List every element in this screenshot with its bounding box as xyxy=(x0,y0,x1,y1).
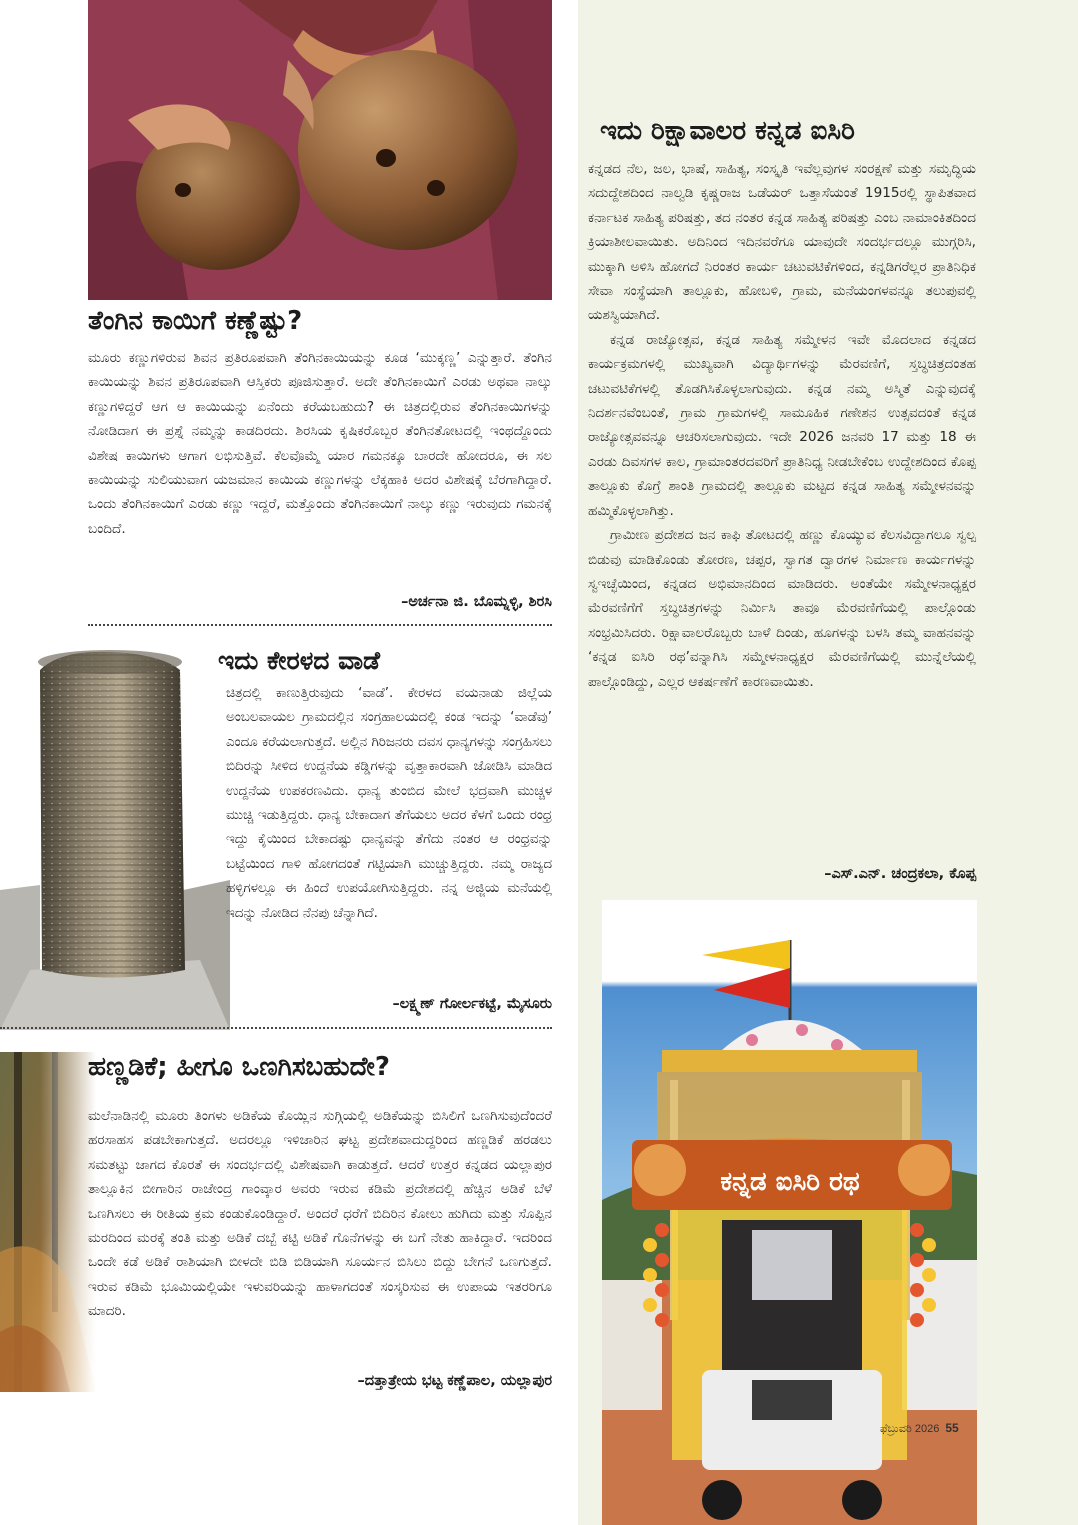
arecanut-title: ಹಣ್ಣಡಿಕೆ; ಹೀಗೂ ಒಣಗಿಸಬಹುದೇ? xyxy=(88,1052,390,1082)
rickshaw-paragraph-1: ಕನ್ನಡದ ನೆಲ, ಜಲ, ಭಾಷೆ, ಸಾಹಿತ್ಯ, ಸಂಸ್ಕೃತಿ ಇವೆಲ್ಲವುಗಳ ಸಂರಕ್ಷಣೆ ಮತ್ತು ಸಮೃದ್ಧಿಯ ಸದುದ್ದೇಶದಿಂದ ನಾಲ್ವಡಿ ಕೃಷ್ಣರಾಜ ಒಡೆಯರ್ ಒತ್ತಾಸೆಯಂತೆ 1915ರಲ್ಲಿ ಸ್ಥಾಪಿತವಾದ ಕರ್ನಾಟಕ ಸಾಹಿತ್ಯ ಪರಿಷತ್ತು, ತದ ನಂತರ ಕನ್ನಡ ಸಾಹಿತ್ಯ ಪರಿಷತ್ತು ಎಂಬ ನಾಮಾಂಕಿತದಿಂದ ಕ್ರಿಯಾಶೀಲವಾಯಿತು. ಅದಿನಿಂದ ಇದಿನವರೆಗೂ ಯಾವುದೇ ಸಂದರ್ಭದಲ್ಲೂ ಮುಗ್ಗರಿಸಿ, ಮುಕ್ಕಾಗಿ ಅಳಿಸಿ ಹೋಗದೆ ನಿರಂತರ ಕಾರ್ಯ ಚಟುವಟಿಕೆಗಳಿಂದ, ಕನ್ನಡಿಗರೆಲ್ಲರ ಪ್ರಾತಿನಿಧಿಕ ಸೇವಾ ಸಂಸ್ಥೆಯಾಗಿ ತಾಲ್ಲೂಕು, ಹೋಬಳಿ, ಗ್ರಾಮ, ಮನೆಯಂಗಳವನ್ನೂ ತಲುಪುವಲ್ಲಿ ಯಶಸ್ವಿಯಾಗಿದೆ. xyxy=(588,161,976,324)
coconut-byline: –ಅರ್ಚನಾ ಜಿ. ಬೊಮ್ನಳ್ಳಿ, ಶಿರಸಿ xyxy=(401,594,552,610)
arecanut-photo xyxy=(0,1052,96,1392)
page-number: 55 xyxy=(945,1421,959,1435)
divider-2 xyxy=(0,1027,552,1029)
kerala-body xyxy=(226,682,552,926)
rickshaw-byline: –ಎಸ್.ಎನ್. ಚಂದ್ರಕಲಾ, ಕೊಪ್ಪ xyxy=(824,866,976,882)
rickshaw-paragraph-3: ಗ್ರಾಮೀಣ ಪ್ರದೇಶದ ಜನ ಕಾಫಿ ತೋಟದಲ್ಲಿ ಹಣ್ಣು ಕೊಯ್ಯುವ ಕೆಲಸವಿದ್ದಾಗಲೂ ಸ್ವಲ್ಪ ಬಿಡುವು ಮಾಡಿಕೊಂಡು ತೋರಣ, ಚಪ್ಪರ, ಸ್ವಾಗತ ದ್ವಾರಗಳ ನಿರ್ಮಾಣ ಕಾರ್ಯಗಳನ್ನು ಸ್ವಇಚ್ಛೆಯಿಂದ, ಕನ್ನಡದ ಅಭಿಮಾನದಿಂದ ಮಾಡಿದರು. ಅಂತೆಯೇ ಸಮ್ಮೇಳನಾಧ್ಯಕ್ಷರ ಮೆರವಣಿಗೆಗೆ ಸ್ತಬ್ಧಚಿತ್ರಗಳನ್ನು ನಿರ್ಮಿಸಿ ತಾವೂ ಮೆರವಣಿಗೆಯಲ್ಲಿ ಪಾಲ್ಗೊಂಡು ಸಂಭ್ರಮಿಸಿದರು. ರಿಕ್ಷಾವಾಲರೊಬ್ಬರು ಬಾಳೆ ದಿಂಡು, ಹೂಗಳನ್ನು ಬಳಸಿ ತಮ್ಮ ವಾಹನವನ್ನು ‘ಕನ್ನಡ ಐಸಿರಿ ರಥ’ವನ್ನಾಗಿಸಿ ಸಮ್ಮೇಳನಾಧ್ಯಕ್ಷರ ಮೆರವಣಿಗೆಯಲ್ಲಿ ಮುನ್ನೆಲೆಯಲ್ಲಿ ಪಾಲ್ಗೊಂಡಿದ್ದು, ಎಲ್ಲರ ಆಕರ್ಷಣೆಗೆ ಕಾರಣವಾಯಿತು. xyxy=(588,527,976,690)
kerala-byline: –ಲಕ್ಷ್ಮಣ್ ಗೋರ್ಲಕಟ್ಟೆ, ಮೈಸೂರು xyxy=(392,996,552,1012)
arecanut-byline: –ದತ್ತಾತ್ರೇಯ ಭಟ್ಟ ಕಣ್ಣೆಪಾಲ, ಯಲ್ಲಾಪುರ xyxy=(357,1373,552,1389)
kerala-paragraph: ಚಿತ್ರದಲ್ಲಿ ಕಾಣುತ್ತಿರುವುದು ‘ವಾಡೆ’. ಕೇರಳದ ವಯನಾಡು ಜಿಲ್ಲೆಯ ಅಂಬಲವಾಯಲ ಗ್ರಾಮದಲ್ಲಿನ ಸಂಗ್ರಹಾಲಯದಲ್ಲಿ ಕಂಡ ಇದನ್ನು ‘ವಾಡೆವು’ ಎಂದೂ ಕರೆಯಲಾಗುತ್ತದೆ. ಅಲ್ಲಿನ ಗಿರಿಜನರು ದವಸ ಧಾನ್ಯಗಳನ್ನು ಸಂಗ್ರಹಿಸಲು ಬಿದಿರನ್ನು ಸೀಳಿದ ಉದ್ದನೆಯ ಕಡ್ಡಿಗಳನ್ನು ವೃತ್ತಾಕಾರವಾಗಿ ಜೋಡಿಸಿ ಮಾಡಿದ ಉದ್ದನೆಯ ಉಪಕರಣವಿದು. ಧಾನ್ಯ ತುಂಬಿದ ಮೇಲೆ ಭದ್ರವಾಗಿ ಮುಚ್ಚಳ ಮುಚ್ಚಿ ಇಡುತ್ತಿದ್ದರು. ಧಾನ್ಯ ಬೇಕಾದಾಗ ತೆಗೆಯಲು ಅದರ ಕೆಳಗೆ ಒಂದು ರಂಧ್ರ ಇದ್ದು ಕೈಯಿಂದ ಬೇಕಾದಷ್ಟು ಧಾನ್ಯವನ್ನು ತೆಗೆದು ನಂತರ ಆ ರಂಧ್ರವನ್ನು ಬಟ್ಟೆಯಿಂದ ಗಾಳಿ ಹೋಗದಂತೆ ಗಟ್ಟಿಯಾಗಿ ಮುಚ್ಚುತ್ತಿದ್ದರು. ನಮ್ಮ ರಾಜ್ಯದ ಹಳ್ಳಿಗಳಲ್ಲೂ ಈ ಹಿಂದೆ ಉಪಯೋಗಿಸುತ್ತಿದ್ದರು. ನನ್ನ ಅಜ್ಜಿಯ ಮನೆಯಲ್ಲಿ ಇದನ್ನು ನೋಡಿದ ನೆನಪು ಚೆನ್ನಾಗಿದೆ. xyxy=(226,686,552,921)
vaade-photo xyxy=(0,640,230,1030)
page-footer xyxy=(880,1421,959,1436)
footer-date: ಫೆಬ್ರುವರಿ 2026 xyxy=(880,1423,940,1435)
divider-1 xyxy=(88,624,552,626)
arecanut-body xyxy=(88,1104,552,1324)
kerala-title: ಇದು ಕೇರಳದ ವಾಡೆ xyxy=(218,646,380,675)
rickshaw-body xyxy=(588,157,976,694)
rickshaw-paragraph-2: ಕನ್ನಡ ರಾಜ್ಯೋತ್ಸವ, ಕನ್ನಡ ಸಾಹಿತ್ಯ ಸಮ್ಮೇಳನ ಇವೇ ಮೊದಲಾದ ಕನ್ನಡದ ಕಾರ್ಯಕ್ರಮಗಳಲ್ಲಿ ಮುಖ್ಯವಾಗಿ ವಿದ್ಯಾರ್ಥಿಗಳನ್ನು ಮೆರವಣಿಗೆ, ಸ್ತಬ್ಧಚಿತ್ರದಂತಹ ಚಟುವಟಿಕೆಗಳಲ್ಲಿ ತೊಡಗಿಸಿಕೊಳ್ಳಲಾಗುವುದು. ಕನ್ನಡ ನಮ್ಮ ಅಸ್ಮಿತೆ ಎನ್ನುವುದಕ್ಕೆ ನಿದರ್ಶನವೆಂಬಂತೆ, ಗ್ರಾಮ ಗ್ರಾಮಗಳಲ್ಲಿ ಸಾಮೂಹಿಕ ಗಣೇಶನ ಉತ್ಸವದಂತೆ ಕನ್ನಡ ರಾಜ್ಯೋತ್ಸವವನ್ನೂ ಆಚರಿಸಲಾಗುವುದು. ಇದೇ 2026 ಜನವರಿ 17 ಮತ್ತು 18 ಈ ಎರಡು ದಿವಸಗಳ ಕಾಲ, ಗ್ರಾಮಾಂತರದವರಿಗೆ ಪ್ರಾತಿನಿಧ್ಯ ನೀಡಬೇಕೆಂಬ ಉದ್ದೇಶದಿಂದ ಕೊಪ್ಪ ತಾಲ್ಲೂಕು ಕೊಗ್ರೆ ಶಾಂತಿ ಗ್ರಾಮದಲ್ಲಿ ತಾಲ್ಲೂಕು ಮಟ್ಟದ ಕನ್ನಡ ಸಾಹಿತ್ಯ ಸಮ್ಮೇಳನವನ್ನು ಹಮ್ಮಿಕೊಳ್ಳಲಾಗಿತ್ತು. xyxy=(588,331,976,519)
coconut-body xyxy=(88,346,552,541)
rickshaw-banner-text: ಕನ್ನಡ ಐಸಿರಿ ರಥ xyxy=(720,1167,860,1197)
coconut-title: ತೆಂಗಿನ ಕಾಯಿಗೆ ಕಣ್ಣೆಷ್ಟು? xyxy=(88,306,303,336)
coconut-paragraph: ಮೂರು ಕಣ್ಣುಗಳಿರುವ ಶಿವನ ಪ್ರತಿರೂಪವಾಗಿ ತೆಂಗಿನಕಾಯಿಯನ್ನು ಕೂಡ ‘ಮುಕ್ಕಣ್ಣ’ ಎನ್ನುತ್ತಾರೆ. ತೆಂಗಿನ ಕಾಯಿಯನ್ನು ಶಿವನ ಪ್ರತಿರೂಪವಾಗಿ ಆಸ್ತಿಕರು ಪೂಜಿಸುತ್ತಾರೆ. ಅದೇ ತೆಂಗಿನಕಾಯಿಗೆ ಎರಡು ಅಥವಾ ನಾಲ್ಕು ಕಣ್ಣುಗಳಿದ್ದರೆ ಆಗ ಆ ಕಾಯಿಯನ್ನು ಏನೆಂದು ಕರೆಯಬಹುದು? ಈ ಚಿತ್ರದಲ್ಲಿರುವ ತೆಂಗಿನಕಾಯಿಗಳನ್ನು ನೋಡಿದಾಗ ಈ ಪ್ರಶ್ನೆ ನಮ್ಮನ್ನು ಕಾಡದಿರದು. ಶಿರಸಿಯ ಕೃಷಿಕರೊಬ್ಬರ ತೆಂಗಿನತೋಟದಲ್ಲಿ ಇಂಥದ್ದೊಂದು ವಿಶೇಷ ಕಾಯಿಗಳು ಆಗಾಗ ಲಭಿಸುತ್ತಿವೆ. ಕೆಲವೊಮ್ಮೆ ಯಾರ ಗಮನಕ್ಕೂ ಬಾರದೇ ಹೋದರೂ, ಈ ಸಲ ಕಾಯಿಯನ್ನು ಸುಲಿಯುವಾಗ ಯಜಮಾನ ಕಾಯಿಯ ಕಣ್ಣುಗಳನ್ನು ಲೆಕ್ಕಹಾಕಿ ಅದರ ವಿಶೇಷಕ್ಕೆ ಬೆರಗಾಗಿದ್ದಾರೆ. ಒಂದು ತೆಂಗಿನಕಾಯಿಗೆ ಎರಡು ಕಣ್ಣು ಇದ್ದರೆ, ಮತ್ತೊಂದು ತೆಂಗಿನಕಾಯಿಗೆ ನಾಲ್ಕು ಕಣ್ಣು ಇರುವುದು ಗಮನಕ್ಕೆ ಬಂದಿದೆ. xyxy=(88,350,552,537)
coconut-photo xyxy=(88,0,552,300)
rickshaw-title: ಇದು ರಿಕ್ಷಾವಾಲರ ಕನ್ನಡ ಐಸಿರಿ xyxy=(600,116,855,146)
arecanut-paragraph: ಮಲೆನಾಡಿನಲ್ಲಿ ಮೂರು ತಿಂಗಳು ಅಡಿಕೆಯ ಕೊಯ್ಲಿನ ಸುಗ್ಗಿಯಲ್ಲಿ ಅಡಿಕೆಯನ್ನು ಬಿಸಿಲಿಗೆ ಒಣಗಿಸುವುದೆಂದರೆ ಹರಸಾಹಸ ಪಡಬೇಕಾಗುತ್ತದೆ. ಅದರಲ್ಲೂ ಇಳಿಜಾರಿನ ಘಟ್ಟ ಪ್ರದೇಶವಾದುದ್ದರಿಂದ ಹಣ್ಣಡಿಕೆ ಹರಡಲು ಸಮತಟ್ಟು ಜಾಗದ ಕೊರತೆ ಈ ಸಂದರ್ಭದಲ್ಲಿ ವಿಶೇಷವಾಗಿ ಕಾಡುತ್ತದೆ. ಆದರೆ ಉತ್ತರ ಕನ್ನಡದ ಯಲ್ಲಾಪುರ ತಾಲ್ಲೂಕಿನ ಬೀಗಾರಿನ ರಾಜೇಂದ್ರ ಗಾಂವ್ಕಾರ ಅವರು ಇರುವ ಕಡಿಮೆ ಪ್ರದೇಶದಲ್ಲಿ ಹೆಚ್ಚಿನ ಅಡಿಕೆ ಬೆಳೆ ಒಣಗಿಸಲು ಈ ರೀತಿಯ ಕ್ರಮ ಕಂಡುಕೊಂಡಿದ್ದಾರೆ. ಅಂದರೆ ಧರೆಗೆ ಬಿದಿರಿನ ಕೋಲು ಹುಗಿದು ಮತ್ತು ಸೊಪ್ಪಿನ ಮರದಿಂದ ಮರಕ್ಕೆ ತಂತಿ ಮತ್ತು ಅಡಿಕೆ ದಬ್ಬೆ ಕಟ್ಟಿ ಅಡಿಕೆ ಗೊನೆಗಳನ್ನು ಈ ಬಗೆ ನೇತು ಹಾಕಿದ್ದಾರೆ. ಇದರಿಂದ ಒಂದೇ ಕಡೆ ಅಡಿಕೆ ರಾಶಿಯಾಗಿ ಬೀಳದೇ ಬಿಡಿ ಬಿಡಿಯಾಗಿ ಸೂರ್ಯನ ಬಿಸಿಲು ಬಿದ್ದು ಬೇಗನೆ ಒಣಗುತ್ತದೆ. ಇರುವ ಕಡಿಮೆ ಭೂಮಿಯಲ್ಲಿಯೇ ಇಳುವರಿಯನ್ನು ಹಾಳಾಗದಂತೆ ಸಂಸ್ಕರಿಸುವ ಈ ಉಪಾಯ ಇತರರಿಗೂ ಮಾದರಿ. xyxy=(88,1108,552,1320)
